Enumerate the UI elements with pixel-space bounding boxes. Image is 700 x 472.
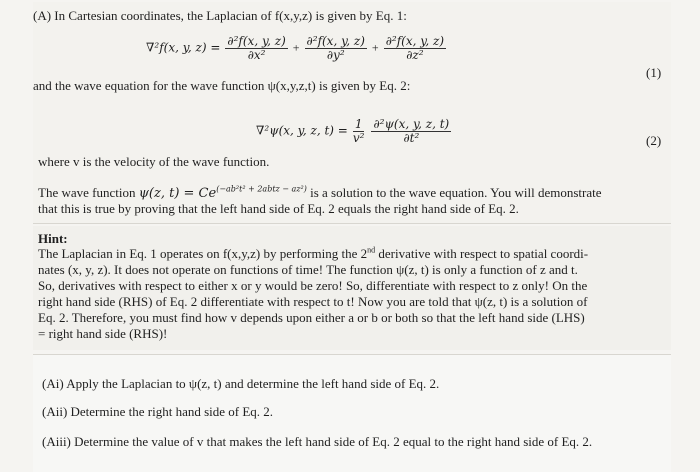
equation-1-number: (1): [646, 65, 662, 80]
eq1-term-x: $\frac{\text{∂²f(x, y, z)}}{\text{∂x²}}$: [227, 34, 286, 62]
eq2-coefficient: $\frac{1}{\text{v²}}$: [352, 117, 365, 145]
wave-function-exponent: (−ab²t² + 2abtz − az²): [216, 184, 307, 194]
eq2-lhs: ∇²ψ(x, y, z, t) =: [256, 123, 348, 138]
intro-text: (A) In Cartesian coordinates, the Laplacian of f(x,y,z) is given by Eq. 1:: [33, 8, 407, 23]
hint-heading: Hint:: [38, 231, 68, 246]
eq1-term-z: $\frac{\text{∂²f(x, y, z)}}{\text{∂z²}}$: [385, 34, 445, 62]
hint-line-1: The Laplacian in Eq. 1 operates on f(x,y,z) by performing the 2nd derivative with respect to spatial coordi-: [38, 245, 589, 261]
hint-line-3: So, derivatives with respect to either x or y would be zero! So, differentiate with respect to z only! On the: [38, 278, 588, 293]
hint-line-2: nates (x, y, z). It does not operate on functions of time! The function ψ(z, t) is only a function of z and t.: [38, 262, 578, 277]
question-ai: (Ai) Apply the Laplacian to ψ(z, t) and determine the left hand side of Eq. 2.: [42, 376, 440, 391]
question-aii: (Aii) Determine the right hand side of Eq. 2.: [42, 404, 274, 419]
wave-function-statement-line-1: The wave function ψ(z, $t) = Ce^{(-ab^2t^2 + 2abtz - az^2)}$ is a solution to the wave equation. You will demonstrate: [38, 184, 602, 201]
velocity-note: where v is the velocity of the wave function.: [38, 154, 270, 169]
eq2-time-derivative: $\frac{\text{∂²ψ(x, y, z, t)}}{\text{∂t²}}$: [373, 117, 450, 145]
equation-2-number: (2): [646, 133, 662, 148]
hint-line-5: Eq. 2. Therefore, you must find how v depends upon either a or b or both so that the left hand side (LHS): [38, 310, 585, 325]
hint-line-6: = right hand side (RHS)!: [38, 326, 168, 341]
equation-2: [256, 118, 453, 145]
wave-equation-intro: and the wave equation for the wave function ψ(x,y,z,t) is given by Eq. 2:: [33, 78, 411, 93]
eq1-term-y: $\frac{\text{∂²f(x, y, z)}}{\text{∂y²}}$: [306, 34, 365, 62]
wave-function-formula: ψ(z, t) = Ce: [138, 186, 217, 201]
equation-1: ∇²f(x, y, z) = $\frac{\text{∂²f(x, y, z)}}{\text{∂x²}}$ + $\frac{\text{∂²f(x, y, z)}}{\text{∂y²}}$ + $\frac{\text{∂²f(x, y, z)}}{\text{∂z²}}$: [146, 34, 445, 62]
wave-function-statement-line-2: that this is true by proving that the left hand side of Eq. 2 equals the right hand side of Eq. 2.: [38, 201, 519, 216]
hint-line-4: right hand side (RHS) of Eq. 2 differentiate with respect to t! Now you are told that ψ(z, t) is a solution of: [38, 294, 588, 309]
eq1-lhs: ∇²f(x, y, z) =: [146, 40, 221, 55]
question-aiii: (Aiii) Determine the value of v that makes the left hand side of Eq. 2 equal to the right hand side of Eq. 2.: [42, 434, 593, 449]
